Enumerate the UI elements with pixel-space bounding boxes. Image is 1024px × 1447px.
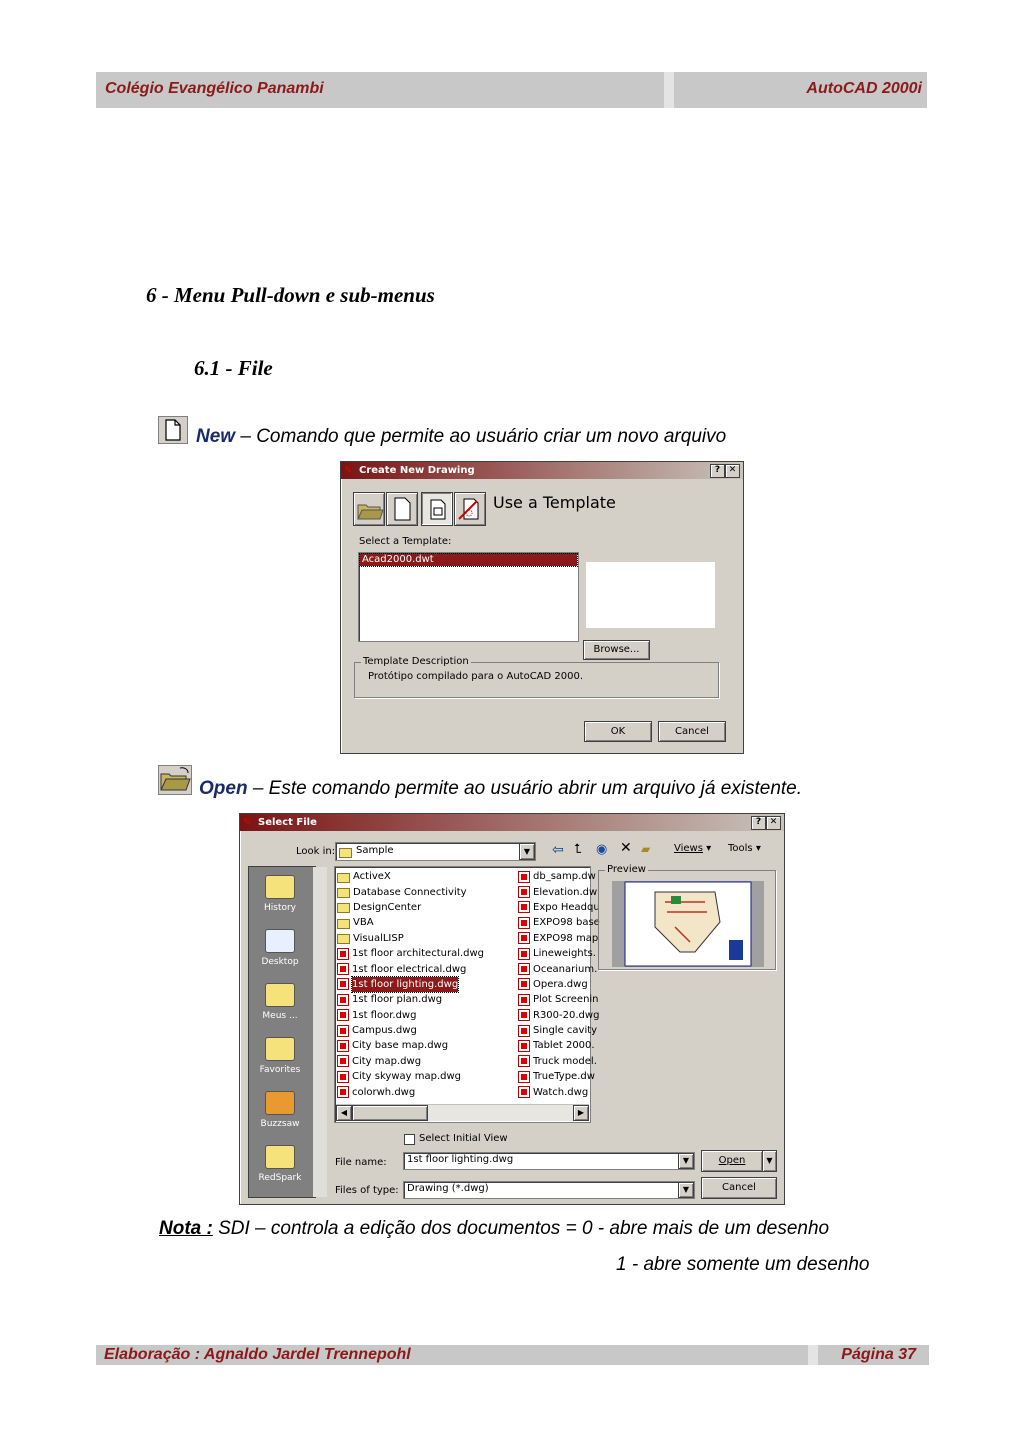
buzzsaw-icon [265,1091,295,1115]
dwg-file-icon [337,963,349,975]
dwg-file-icon [337,1071,349,1083]
folder-icon [339,848,352,858]
dwg-file-icon [518,1009,530,1021]
file-name: Plot Screenin [533,994,599,1006]
file-name: Single cavity [533,1025,598,1037]
file-name: VisualLISP [353,932,404,944]
dwg-file-icon [337,948,349,960]
dialog-titlebar [341,462,743,479]
file-list-item[interactable] [518,931,599,946]
look-in-select[interactable] [335,842,536,861]
select-file-dialog [239,813,785,1205]
look-in-value: Sample [356,845,394,856]
up-folder-icon[interactable]: ⮤ [574,842,582,857]
blank-page-icon [387,493,417,525]
initial-view-checkbox[interactable] [404,1134,415,1145]
note-text-1: SDI – controla a edição dos documentos = 0 - abre mais de um desenho [212,1218,830,1239]
file-name: Database Connectivity [353,886,467,898]
footer-author: Elaboração : Agnaldo Jardel Trennepohl [104,1346,411,1363]
file-list-item[interactable] [518,1008,600,1023]
file-list-item[interactable] [337,931,513,946]
dwg-file-icon [337,994,349,1006]
scroll-thumb[interactable] [352,1105,428,1121]
note-label: Nota : [159,1218,213,1239]
file-name: 1st floor.dwg [352,1009,417,1021]
cancel-button[interactable]: Cancel [701,1177,777,1199]
browse-button[interactable]: Browse... [583,640,650,660]
preview-image [612,881,764,967]
scroll-right-button[interactable]: ▶ [573,1105,589,1121]
file-list-item[interactable] [518,961,598,976]
file-name: EXPO98 base [533,917,600,929]
dwg-file-icon [518,1025,530,1037]
file-name: City map.dwg [352,1055,422,1067]
file-name: TrueType.dw [533,1071,595,1083]
header-software: AutoCAD 2000i [806,80,922,97]
file-name: City base map.dwg [352,1040,449,1052]
open-folder-icon [158,765,192,795]
footer-page: Página 37 [841,1346,916,1363]
file-name: Opera.dwg [533,978,588,990]
file-list-item[interactable] [337,992,513,1007]
desktop-icon [265,929,295,953]
file-name: Oceanarium. [533,963,598,975]
views-menu[interactable]: Views ▾ [674,843,712,854]
mode-label: Use a Template [493,493,616,512]
dwg-file-icon [518,978,530,990]
file-name: Lineweights. [533,948,596,960]
template-icon [422,493,452,525]
file-name: Campus.dwg [352,1025,417,1037]
dwg-file-icon [518,1071,530,1083]
file-list-col-1 [337,869,513,1100]
file-name: R300-20.dwg [533,1009,600,1021]
file-list-item[interactable] [337,869,513,884]
place-desktop[interactable]: Desktop [249,929,311,967]
dwg-file-icon [337,1009,349,1021]
file-list-item[interactable] [518,1084,588,1099]
search-web-icon[interactable]: ◉ [596,842,608,857]
chevron-down-icon[interactable]: ▼ [678,1182,694,1198]
file-name: Expo Headqu [533,901,600,913]
new-file-icon [158,416,188,444]
template-description-group [354,656,719,698]
file-name: Elevation.dw [533,886,598,898]
file-name: colorwh.dwg [352,1086,416,1098]
dwg-file-icon [518,1040,530,1052]
horizontal-scrollbar[interactable] [336,1104,589,1121]
file-name: DesignCenter [353,901,422,913]
place-redspark[interactable]: RedSpark [249,1145,311,1183]
dwg-file-icon [518,948,530,960]
file-list[interactable] [334,866,600,1123]
new-command-line [196,426,726,448]
close-button[interactable]: ✕ [725,464,740,478]
favorites-icon [265,1037,295,1061]
file-name: db_samp.dw [533,871,596,883]
file-list-item[interactable] [337,1008,513,1023]
dwg-file-icon [518,932,530,944]
file-list-item[interactable] [518,884,598,899]
file-list-item[interactable] [337,1069,513,1084]
preview-legend: Preview [607,864,646,875]
file-list-item[interactable] [337,884,513,899]
file-list-item[interactable] [518,946,596,961]
use-template-button[interactable] [421,492,453,526]
close-button[interactable]: ✕ [766,816,781,830]
file-type-select[interactable] [403,1181,695,1199]
file-list-item[interactable] [337,961,513,976]
folder-icon [337,903,350,913]
dialog-title: Select File [258,817,317,828]
dwg-file-icon [518,901,530,913]
autocad-icon: ✎ [344,465,353,476]
folder-icon [337,919,350,929]
template-description-text: Protótipo compilado para o AutoCAD 2000. [368,671,584,682]
dwg-file-icon [518,1086,530,1098]
note-line-1 [159,1218,829,1240]
file-name-input[interactable] [403,1152,695,1170]
select-template-label: Select a Template: [359,536,452,547]
file-type-label: Files of type: [335,1185,399,1196]
file-list-item[interactable] [518,992,599,1007]
dwg-file-icon [337,1025,349,1037]
file-list-item[interactable] [518,900,600,915]
template-description-legend: Template Description [363,656,469,667]
open-options-dropdown[interactable]: ▼ [762,1150,777,1172]
places-scrollbar[interactable] [313,867,327,1197]
file-list-item[interactable] [518,1038,595,1053]
look-in-label: Look in: [296,846,336,857]
create-new-drawing-dialog [340,461,744,754]
initial-view-label: Select Initial View [419,1133,508,1144]
dwg-file-icon [518,963,530,975]
file-list-col-2 [518,869,600,1100]
dialog-titlebar [240,814,784,831]
back-icon[interactable]: ⇦ [552,842,564,858]
file-name-label: File name: [335,1157,387,1168]
file-name: Watch.dwg [533,1086,589,1098]
dwg-file-icon [337,1055,349,1067]
file-name: 1st floor plan.dwg [352,994,443,1006]
chevron-down-icon[interactable]: ▼ [678,1153,694,1169]
file-name: 1st floor lighting.dwg [352,978,459,990]
place-history[interactable]: History [249,875,311,913]
autocad-icon: ✎ [243,817,252,828]
place-favorites[interactable]: Favorites [249,1037,311,1075]
note-line-2: 1 - abre somente um desenho [616,1254,870,1275]
section-title: 6 - Menu Pull-down e sub-menus [146,283,435,307]
folder-icon [337,934,350,944]
dwg-file-icon [518,1055,530,1067]
wizard-icon [455,493,485,525]
open-command-name: Open [199,778,248,799]
new-command-name: New [196,426,236,447]
file-list-item[interactable] [337,946,513,961]
file-list-item[interactable] [337,915,513,930]
help-button[interactable]: ? [751,816,766,830]
history-icon [265,875,295,899]
redspark-icon [265,1145,295,1169]
dwg-file-icon [518,917,530,929]
file-list-item[interactable] [337,977,513,992]
template-item[interactable]: Acad2000.dwt [360,554,577,566]
file-list-item[interactable] [337,1084,513,1099]
open-folder-icon [354,493,384,525]
template-list[interactable] [358,552,579,642]
file-list-item[interactable] [337,1054,513,1069]
help-button[interactable]: ? [710,464,725,478]
dwg-file-icon [518,994,530,1006]
file-list-item[interactable] [518,1069,595,1084]
file-name: 1st floor architectural.dwg [352,948,485,960]
folder-icon [337,888,350,898]
dwg-file-icon [337,978,349,990]
open-button[interactable]: Open [701,1150,763,1172]
file-name: Tablet 2000. [533,1040,595,1052]
new-command-desc: – Comando que permite ao usuário criar um novo arquivo [235,426,727,447]
header-school: Colégio Evangélico Panambi [105,80,324,97]
dwg-file-icon [518,871,530,883]
open-command-line [199,778,802,800]
drawing-thumbnail [625,882,751,966]
place-buzzsaw[interactable]: Buzzsaw [249,1091,311,1129]
file-name: City skyway map.dwg [352,1071,462,1083]
places-bar [248,866,316,1198]
file-list-item[interactable] [337,1023,513,1038]
start-from-scratch-button[interactable] [386,492,418,526]
open-drawing-mode-button[interactable] [353,492,385,526]
new-folder-icon[interactable]: ▰ [641,842,651,856]
my-documents-icon [265,983,295,1007]
template-preview [586,562,715,628]
folder-icon [337,873,350,883]
file-type-value: Drawing (*.dwg) [407,1183,489,1194]
chevron-down-icon[interactable]: ▼ [519,843,535,860]
file-name: ActiveX [353,871,391,883]
file-name: Truck model. [533,1055,597,1067]
preview-group [598,864,776,970]
subsection-title: 6.1 - File [194,356,273,380]
file-list-item[interactable] [337,900,513,915]
delete-icon[interactable]: ✕ [620,840,632,856]
open-command-desc: – Este comando permite ao usuário abrir um arquivo já existente. [247,778,803,799]
file-name: VBA [353,917,374,929]
file-name-value: 1st floor lighting.dwg [407,1154,514,1165]
cancel-button[interactable]: Cancel [658,721,726,742]
dwg-file-icon [337,1086,349,1098]
file-name: 1st floor electrical.dwg [352,963,467,975]
file-list-item[interactable] [518,977,588,992]
file-list-item[interactable] [518,869,596,884]
file-list-item[interactable] [518,1023,598,1038]
use-wizard-button[interactable] [454,492,486,526]
ok-button[interactable]: OK [584,721,652,742]
scroll-left-button[interactable]: ◀ [336,1105,352,1121]
dialog-title: Create New Drawing [359,465,475,476]
tools-menu[interactable]: Tools ▾ [728,843,761,854]
file-list-item[interactable] [518,915,600,930]
dwg-file-icon [518,886,530,898]
place-my-documents[interactable]: Meus ... [249,983,311,1021]
dwg-file-icon [337,1040,349,1052]
file-list-item[interactable] [518,1054,597,1069]
file-name: EXPO98 map [533,932,599,944]
file-list-item[interactable] [337,1038,513,1053]
